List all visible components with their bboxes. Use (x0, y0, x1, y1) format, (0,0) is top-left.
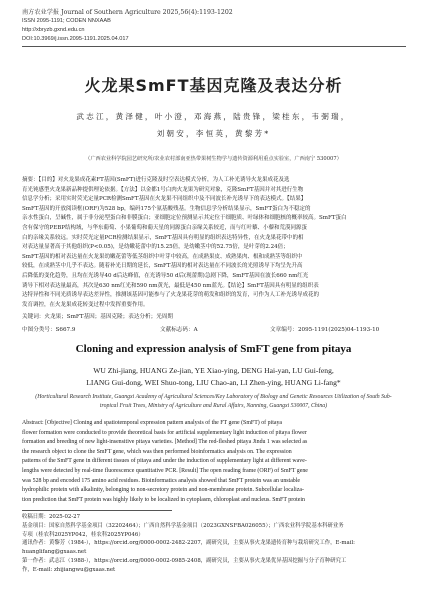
chinese-authors-line1: 武志江，黄泽健，叶小澄，邓海燕，陆贵锋，梁桂东，韦弼瑞， (76, 112, 351, 121)
header-rule (22, 46, 406, 47)
english-authors-line1: WU Zhi-jiang, HUANG Ze-jian, YE Xiao-ying, DENG Hai-yan, LU Gui-feng, (93, 366, 334, 375)
issn-line: ISSN 2095-1191; CODEN NNXAAB (22, 18, 111, 24)
footnotes (22, 513, 406, 575)
abstract-line: lengths were detected by real-time fluorescence quantitative PCR. [Result] The open reading frame (ORF) of SmFT gene (22, 467, 308, 474)
footnote-corresponding-email: huanglifang@gxaas.net (22, 549, 87, 556)
abstract-line: 诱导下相对表达量最高，其次是630 nm红光和590 nm黄光，最低是450 nm蓝光。【结论】SmFT基因具有明显的组织表 (22, 282, 319, 289)
abstract-line: patterns of the SmFT gene in different tissues of pitaya and under the induction of supplementary light at different wave- (22, 458, 307, 465)
abstract-line: 白的亲缘关系较远。实时荧光定量PCR检测结果显示，SmFT基因具有明显的组织表达特异性，在火龙果花带中的相 (22, 234, 304, 241)
footnote-first-author-email: 作，E-mail: zhijiangwu@gxaas.net (22, 566, 116, 573)
abstract-line: 对表达量显著高于其他组织(P<0.05)，是幼嫩花蕾中的15.25倍，是幼嫩茎中的52.75倍，是叶芽的2.24倍； (22, 244, 289, 251)
footnote-funding-cont: 专项（桂农科2025YP042，桂农科2025YP046） (22, 531, 144, 538)
journal-url[interactable]: http://xbryzb.gxnd.edu.cn (22, 27, 85, 33)
abstract-line: 后降低的变化趋势，且均在光诱导40 d后达峰值，在光诱导50 d后(现蕾期)急剧下降，SmFT基因在波长660 nm红光 (22, 272, 309, 279)
english-affiliation-line2: tropical Fruit Trees, Ministry of Agriculture and Rural Affairs, Nanning, Guangxi 530007, China) (99, 403, 328, 409)
footnote-received: 收稿日期：2025-02-27 (22, 514, 81, 520)
abstract-line: 信息学分析；采用实时荧光定量PCR检测SmFT基因在火龙果不同组织中及不同波长补光诱导下的表达模式。【结果】 (22, 196, 307, 203)
document-code: 文献标志码：A (160, 327, 198, 333)
abstract-line: SmFT基因的相对表达量在火龙果幼嫩花蕾等低茎组织中叶芽中较高，在成熟果皮、成熟果肉、根和成熟茎等组织中 (22, 253, 303, 260)
journal-header: 南方农业学报 Journal of Southern Agriculture 2025,56(4):1193-1202 (22, 9, 233, 16)
abstract-line: 达特异性和不同光质诱导表达差异性，推测该基因可能参与了火龙果花芽的萌发和组织的发育，可作为人工补光诱导成花的 (22, 292, 320, 299)
footnote-first-author: 第一作者：武志江（1988-），https://orcid.org/0000-0002-0985-2408，副研究员，主要从事火龙果优异基因挖掘与分子育种研究工 (22, 557, 347, 564)
abstract-line: was 528 bp and encoded 175 amino acid residues. Bioinformatics analysis showed that SmFT protein was an unstable (22, 477, 301, 484)
clc-number: 中图分类号：S667.9 (22, 327, 76, 333)
chinese-authors-line2: 刘朝安，李恒英，黄黎芳* (156, 129, 271, 138)
footnote-corresponding: 通讯作者：黄黎芳（1984-），https://orcid.org/0000-0002-2482-2207，副研究员，主要从事火龙果遗传育种与栽培研究工作，E-mail: (22, 540, 355, 547)
abstract-line: SmFT基因的开放阅读框(ORF)为528 bp，编码175个氨基酸残基。生物信息学分析结果显示，SmFT蛋白为不稳定的 (22, 205, 311, 212)
chinese-keywords: 关键词：火龙果；SmFT基因；基因克隆；表达分析；光周期 (22, 314, 173, 320)
chinese-affiliation: （广西农业科学院园艺研究所/农业农村部南亚热带果树生物学与遗传资源利用重点实验室，广西南宁 530007） (85, 156, 342, 162)
abstract-line: 亲水性蛋白，呈碱性，属于非分泌型蛋白和非膜蛋白；亚细胞定位预测显示其定位于细胞质、叶绿体和细胞核的概率较高。SmFT蛋白 (22, 215, 347, 222)
english-authors-line2: LIANG Gui-dong, WEI Shuo-tong, LIU Chao-an, LI Zhen-ying, HUANG Li-fang* (86, 378, 341, 387)
english-title: Cloning and expression analysis of SmFT gene from pitaya (75, 343, 352, 355)
abstract-line: tion prediction that SmFT protein was highly likely to be localized in cytoplasm, chloroplast and nucleus. SmFT protein (22, 496, 305, 503)
english-affiliation-line1: (Horticultural Research Institute, Guangxi Academy of Agricultural Sciences/Key Laboratory of Biology and Genetic Resources Utilization of South Sub- (35, 394, 392, 400)
abstract-line: the research object to clone the SmFT gene, which was then performed bioinformatics analysis on. The expression (22, 448, 292, 455)
chinese-abstract (22, 176, 406, 310)
chinese-title: 火龙果SmFT基因克隆及表达分析 (84, 76, 343, 95)
english-abstract (22, 419, 406, 505)
footnote-funding: 基金项目：国家自然科学基金项目（32202464）；广西自然科学基金项目（2023GXNSFBA026055）；广西农业科学院基本科研业务 (22, 522, 344, 529)
abstract-line: flower formation were conducted to provide theoretical basis for artificial supplementary light induction of pitaya flower (22, 429, 307, 436)
abstract-line: Abstract: [Objective] Cloning and spatiotemporal expression pattern analysis of the FT gene (SmFT) of pitaya (22, 420, 282, 426)
abstract-line: 含有保守的PEBP结构域，与华东葡萄、小果葡萄和葡天星的同源蛋白亲缘关系较近，而与红叶藜、小藜和荒漠同源蛋 (22, 224, 307, 231)
abstract-line: formation and breeding of new light-insensitive pitaya varieties. [Method] The red-fleshed pitaya Jindu 1 was selected as (22, 439, 308, 446)
abstract-line: hydrophilic protein with alkalinity, belonging to non-secretory protein and non-membrane protein. Subcellular localiza- (22, 487, 304, 494)
abstract-line: 摘要：【目的】对火龙果成花素FT基因(SmFT)进行克隆及时空表达模式分析，为人工补光诱导火龙果成花及选 (22, 177, 290, 183)
abstract-line: 较低，在成熟茎中几乎不表达。随着补光日期的延长，SmFT基因的相对表达量在不同波长的光照诱导下均呈先升高 (22, 263, 303, 270)
abstract-line: 发育调控，在火龙果成花转变过程中发挥重要作用。 (22, 301, 149, 308)
doi-line: DOI:10.3969/j.issn.2095-1191.2025.04.017 (22, 36, 129, 42)
footnote-rule (22, 510, 172, 511)
article-number: 文章编号：2095-1191(2025)04-1193-10 (270, 327, 380, 333)
abstract-line: 育光钝感型火龙果新品种提供理论依据。【方法】以金都1号白肉火龙果为研究对象，克隆SmFT基因并对其进行生物 (22, 186, 304, 193)
